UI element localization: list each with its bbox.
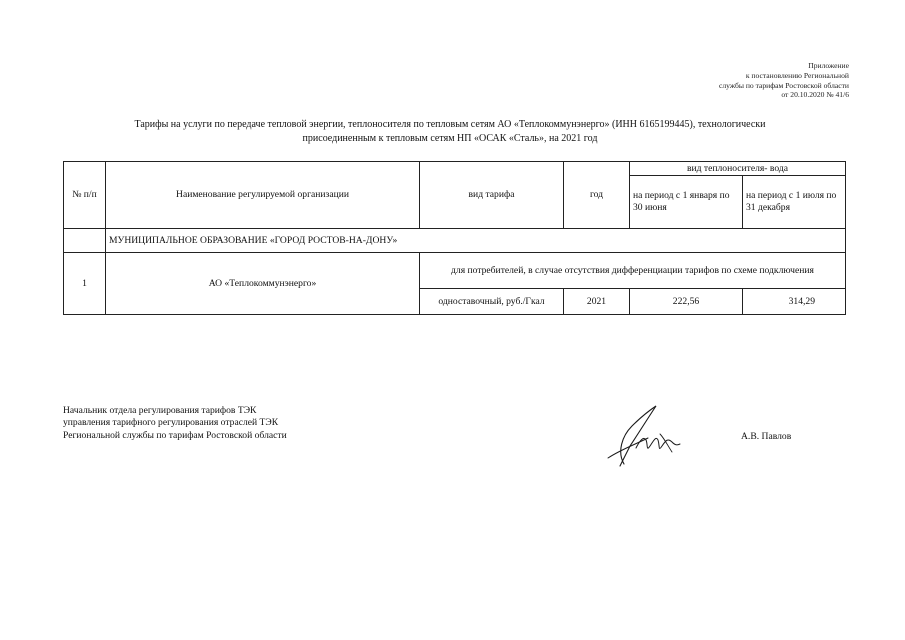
municipality-number-cell [64, 229, 106, 253]
header-year: год [564, 162, 630, 229]
header-heat-carrier: вид теплоносителя- вода [630, 162, 846, 176]
header-period-second-half: на период с 1 июля по 31 декабря [743, 176, 846, 229]
tariff-table [63, 161, 846, 315]
signatory-position [63, 405, 287, 442]
header-number: № п/п [64, 162, 106, 229]
appendix-line-4: от 20.10.2020 № 41/6 [781, 90, 849, 100]
handwritten-signature [602, 400, 684, 470]
title-line-1: Тарифы на услуги по передаче тепловой энергии, теплоносителя по тепловым сетям АО «Теплокоммунэнерго» (ИНН 6165199445), технологически [134, 119, 766, 130]
row-year: 2021 [564, 289, 630, 315]
municipality-name: МУНИЦИПАЛЬНОЕ ОБРАЗОВАНИЕ «ГОРОД РОСТОВ-НА-ДОНУ» [106, 229, 846, 253]
position-line-2: управления тарифного регулирования отраслей ТЭК [63, 417, 279, 429]
position-line-3: Региональной службы по тарифам Ростовской области [63, 429, 287, 441]
header-organization: Наименование регулируемой организации [106, 162, 420, 229]
appendix-line-2: к постановлению Региональной [745, 70, 849, 80]
row-value-second-half: 314,29 [743, 289, 846, 315]
header-tariff-type: вид тарифа [420, 162, 564, 229]
row-tariff-type: одноставочный, руб./Гкал [420, 289, 564, 315]
row-consumers-note: для потребителей, в случае отсутствия дифференциации тарифов по схеме подключения [420, 253, 846, 289]
signer-name: А.В. Павлов [741, 431, 792, 442]
row-number: 1 [64, 253, 106, 315]
row-organization: АО «Теплокоммунэнерго» [106, 253, 420, 315]
document-title [60, 118, 840, 145]
header-period-first-half: на период с 1 января по 30 июня [630, 176, 743, 229]
appendix-line-1: Приложение [808, 61, 849, 70]
position-line-1: Начальник отдела регулирования тарифов ТЭК [63, 405, 257, 416]
appendix-header [719, 61, 849, 100]
appendix-line-3: службы по тарифам Ростовской области [718, 80, 849, 90]
row-value-first-half: 222,56 [630, 289, 743, 315]
title-line-2: присоединенным к тепловым сетям НП «ОСАК «Сталь», на 2021 год [302, 132, 598, 144]
